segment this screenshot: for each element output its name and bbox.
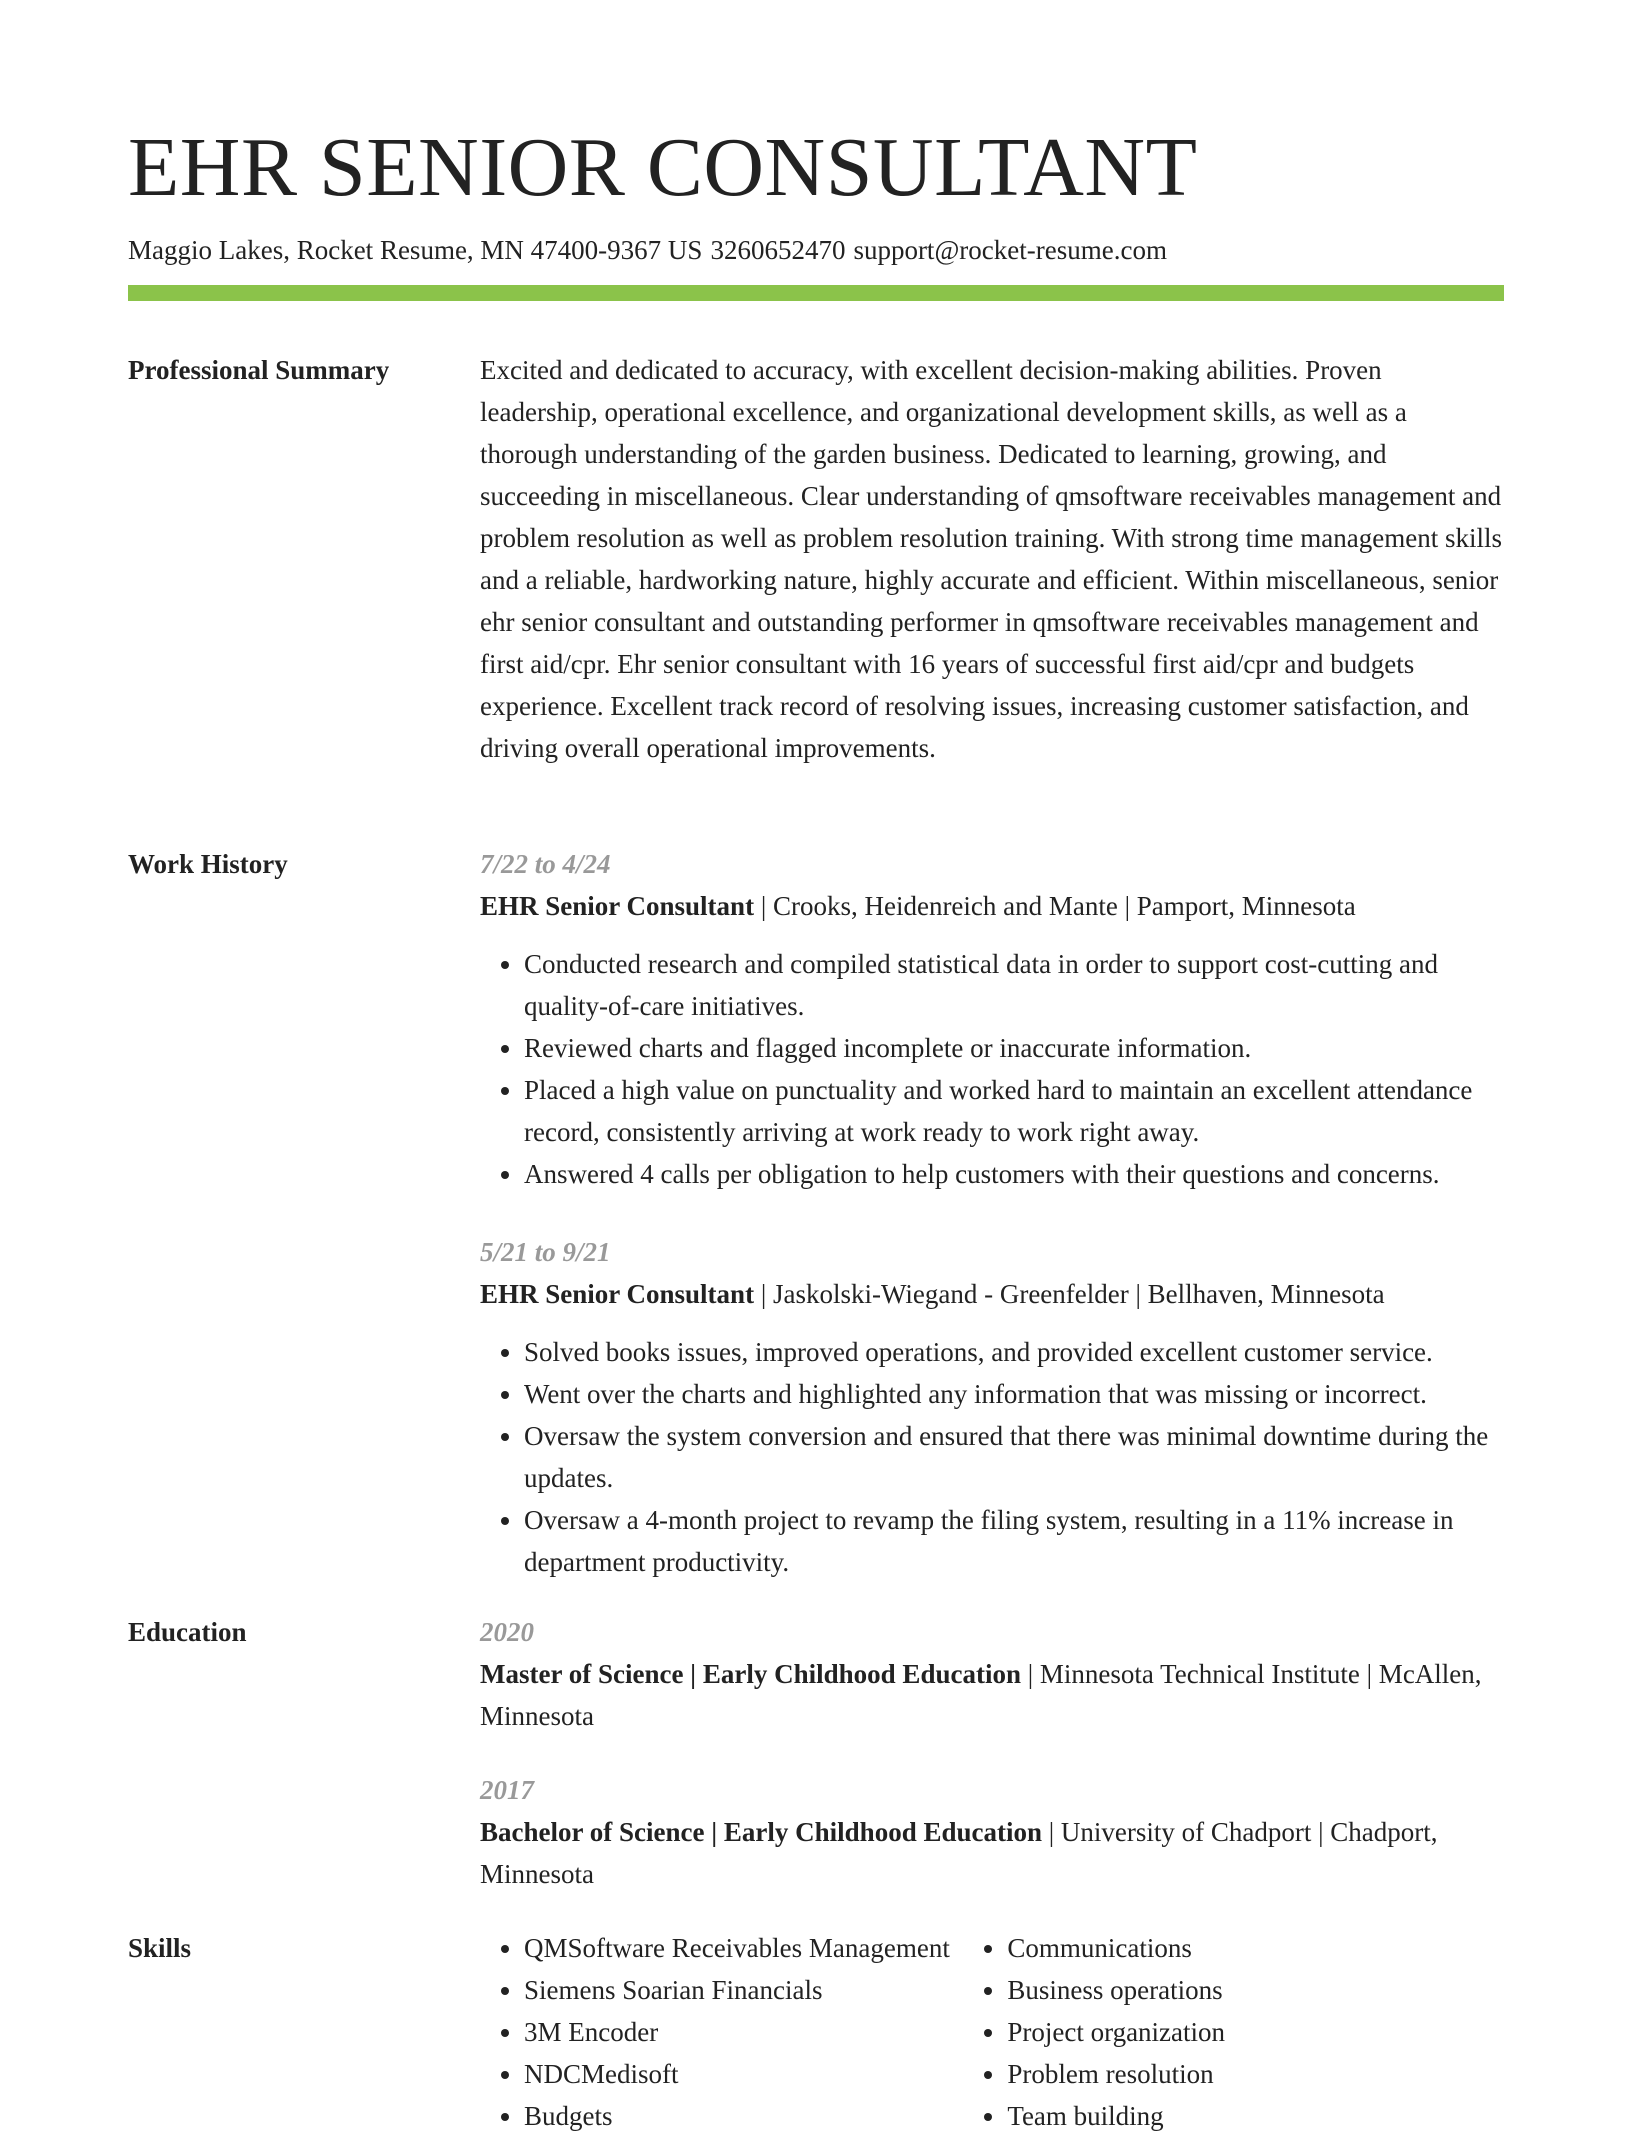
- education-headline: [480, 1811, 1504, 1895]
- skills-list-right: [963, 1927, 1504, 2137]
- work-history-heading: Work History: [128, 849, 288, 879]
- contact-address: Maggio Lakes, Rocket Resume, MN 47400-9367 US: [128, 235, 703, 265]
- job-dates: 7/22 to 4/24: [480, 849, 611, 879]
- education-degree: Master of Science | Early Childhood Education: [480, 1659, 1021, 1689]
- skill-item: • Communications: [1007, 1927, 1504, 1969]
- skills-body: [480, 1927, 1504, 2137]
- job-bullet: • Conducted research and compiled statistical data in order to support cost-cutting and quality-of-care initiatives.: [524, 943, 1504, 1027]
- skill-item: • 3M Encoder: [524, 2011, 963, 2053]
- education-year: 2017: [480, 1775, 534, 1805]
- resume-title: EHR SENIOR CONSULTANT: [128, 121, 1198, 214]
- job-details: | Crooks, Heidenreich and Mante | Pamport, Minnesota: [754, 891, 1356, 921]
- job-dates: 5/21 to 9/21: [480, 1237, 611, 1267]
- job-bullet: • Answered 4 calls per obligation to help customers with their questions and concerns.: [524, 1153, 1504, 1195]
- contact-email: support@rocket-resume.com: [853, 235, 1167, 265]
- contact-line: [128, 230, 1167, 270]
- contact-phone: 3260652470: [710, 235, 846, 265]
- education-entry: [480, 1769, 1504, 1895]
- skills-list-left: [480, 1927, 963, 2137]
- education-degree: Bachelor of Science | Early Childhood Education: [480, 1817, 1042, 1847]
- skill-item: • NDCMedisoft: [524, 2053, 963, 2095]
- education-year: 2020: [480, 1617, 534, 1647]
- summary-heading: Professional Summary: [128, 355, 390, 385]
- job-entry: [480, 1231, 1504, 1583]
- job-bullet: • Placed a high value on punctuality and worked hard to maintain an excellent attendance record, consistently arriving at work ready to work right away.: [524, 1069, 1504, 1153]
- education-entry: [480, 1611, 1504, 1737]
- skill-item: • Siemens Soarian Financials: [524, 1969, 963, 2011]
- summary-body: [480, 349, 1504, 769]
- job-bullet: • Solved books issues, improved operations, and provided excellent customer service.: [524, 1331, 1504, 1373]
- job-bullet: • Oversaw the system conversion and ensured that there was minimal downtime during the updates.: [524, 1415, 1504, 1499]
- job-details: | Jaskolski-Wiegand - Greenfelder | Bellhaven, Minnesota: [754, 1279, 1385, 1309]
- job-headline: [480, 1273, 1504, 1315]
- job-role: EHR Senior Consultant: [480, 891, 755, 921]
- skill-item: • QMSoftware Receivables Management: [524, 1927, 963, 1969]
- education-heading: Education: [128, 1617, 247, 1647]
- education-details: | University of Chadport | Chadport, Minnesota: [480, 1817, 1438, 1889]
- job-bullet: • Reviewed charts and flagged incomplete or inaccurate information.: [524, 1027, 1504, 1069]
- skill-item: • Budgets: [524, 2095, 963, 2137]
- header-divider: [128, 285, 1504, 301]
- work-history-body: [480, 843, 1504, 1583]
- summary-text: Excited and dedicated to accuracy, with excellent decision-making abilities. Proven leadership, operational excellence, and organizational development skills, as well as a thorough understanding of the garden business. Dedicated to learning, growing, and succeeding in miscellaneous. Clear understanding of qmsoftware receivables management and problem resolution as well as problem resolution training. With strong time management skills and a reliable, hardworking nature, highly accurate and efficient. Within miscellaneous, senior ehr senior consultant and outstanding performer in qmsoftware receivables management and first aid/cpr. Ehr senior consultant with 16 years of successful first aid/cpr and budgets experience. Excellent track record of resolving issues, increasing customer satisfaction, and driving overall operational improvements.: [480, 355, 1502, 763]
- job-bullets: [480, 1331, 1504, 1583]
- job-entry: [480, 843, 1504, 1195]
- skill-item: • Problem resolution: [1007, 2053, 1504, 2095]
- skills-heading: Skills: [128, 1933, 192, 1963]
- education-body: [480, 1611, 1504, 1895]
- skill-item: • Team building: [1007, 2095, 1504, 2137]
- job-bullet: • Went over the charts and highlighted any information that was missing or incorrect.: [524, 1373, 1504, 1415]
- skills-columns: [480, 1927, 1504, 2137]
- job-bullet: • Oversaw a 4-month project to revamp the filing system, resulting in a 11% increase in department productivity.: [524, 1499, 1504, 1583]
- job-bullets: [480, 943, 1504, 1195]
- skill-item: • Business operations: [1007, 1969, 1504, 2011]
- job-headline: [480, 885, 1504, 927]
- education-details: | Minnesota Technical Institute | McAllen, Minnesota: [480, 1659, 1482, 1731]
- education-headline: [480, 1653, 1504, 1737]
- skill-item: • Project organization: [1007, 2011, 1504, 2053]
- job-role: EHR Senior Consultant: [480, 1279, 755, 1309]
